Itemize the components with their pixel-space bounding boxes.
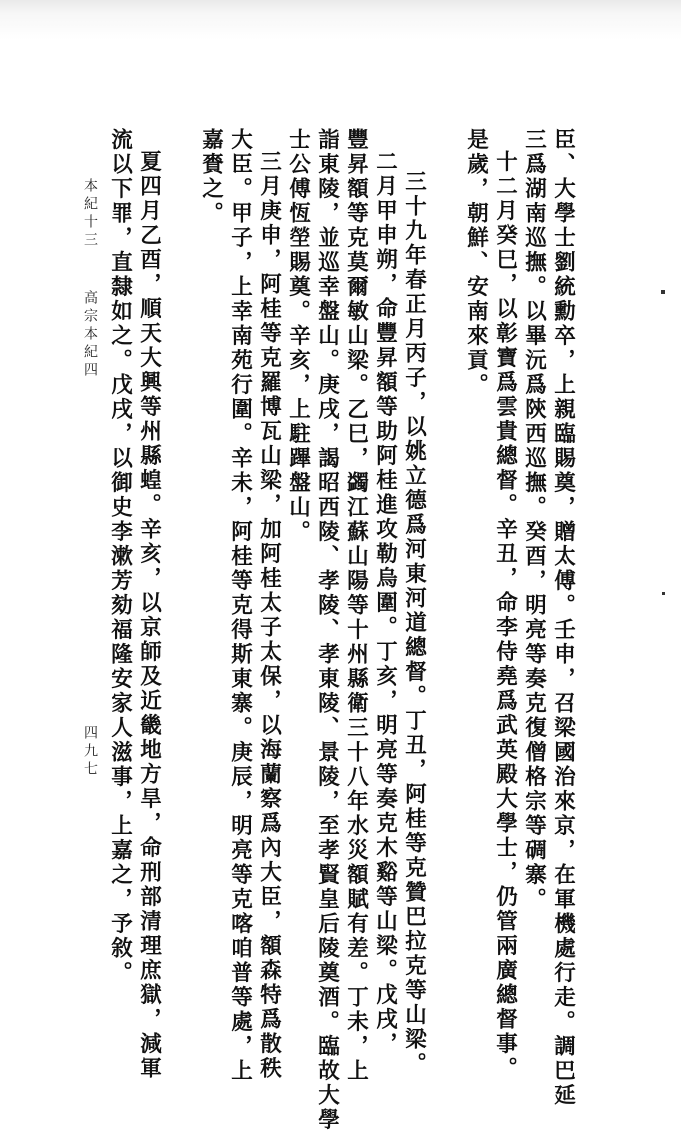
text-column: 大臣。甲子，上幸南苑行圍。辛未，阿桂等克得斯東寨。庚辰，明亮等克喀咱普等處，上 — [227, 128, 253, 1084]
text-column: 臣、大學士劉統勳卒，上親臨賜奠，贈太傅。壬申，召梁國治來京，在軍機處行走。調巴延 — [550, 128, 576, 1108]
page-scan-fold — [0, 0, 681, 60]
text-column: 十二月癸巳，以彰寶爲雲貴總督。辛丑，命李侍堯爲武英殿大學士，仍管兩廣總督事。 — [492, 150, 518, 1081]
text-column: 士公傅恆塋賜奠。辛亥，上駐蹕盤山。 — [285, 128, 311, 545]
running-header-title: 高宗本紀四 — [82, 290, 98, 380]
running-header-chapter: 本紀十三 — [82, 178, 98, 250]
text-column: 詣東陵，並巡幸盤山。庚戌，謁昭西陵、孝陵、孝東陵、景陵，至孝賢皇后陵奠酒。臨故大學 — [314, 128, 340, 1133]
text-column: 三十九年春正月丙子，以姚立德爲河東河道總督。丁丑，阿桂等克贊巴拉克等山梁。 — [401, 170, 427, 1077]
scan-speck — [662, 592, 665, 595]
text-column: 三爲湖南巡撫。以畢沅爲陝西巡撫。癸酉，明亮等奏克復僧格宗等碉寨。 — [521, 128, 547, 912]
text-column: 嘉賚之。 — [198, 128, 224, 226]
text-column: 豐昇額等克莫爾敏山梁。乙巳，蠲江蘇山陽等十州縣衛三十八年水災額賦有差。丁未，上 — [343, 128, 369, 1084]
text-column: 二月甲申朔，命豐昇額等助阿桂進攻勒烏圍。丁亥，明亮等奏克木谿等山梁。戊戌， — [372, 150, 398, 1057]
scan-speck — [661, 290, 665, 294]
page-number: 四九七 — [82, 725, 98, 779]
text-column: 夏四月乙酉，順天大興等州縣蝗。辛亥，以京師及近畿地方旱，命刑部清理庶獄，減軍 — [136, 150, 162, 1081]
text-column: 流以下罪，直隸如之。戊戌，以御史李漱芳劾福隆安家人滋事，上嘉之，予敘。 — [107, 128, 133, 986]
text-column: 三月庚申，阿桂等克羅博瓦山梁，加阿桂太子太保，以海蘭察爲內大臣，額森特爲散秩 — [256, 150, 282, 1081]
text-column: 是歲，朝鮮、安南來貢。 — [463, 128, 489, 398]
